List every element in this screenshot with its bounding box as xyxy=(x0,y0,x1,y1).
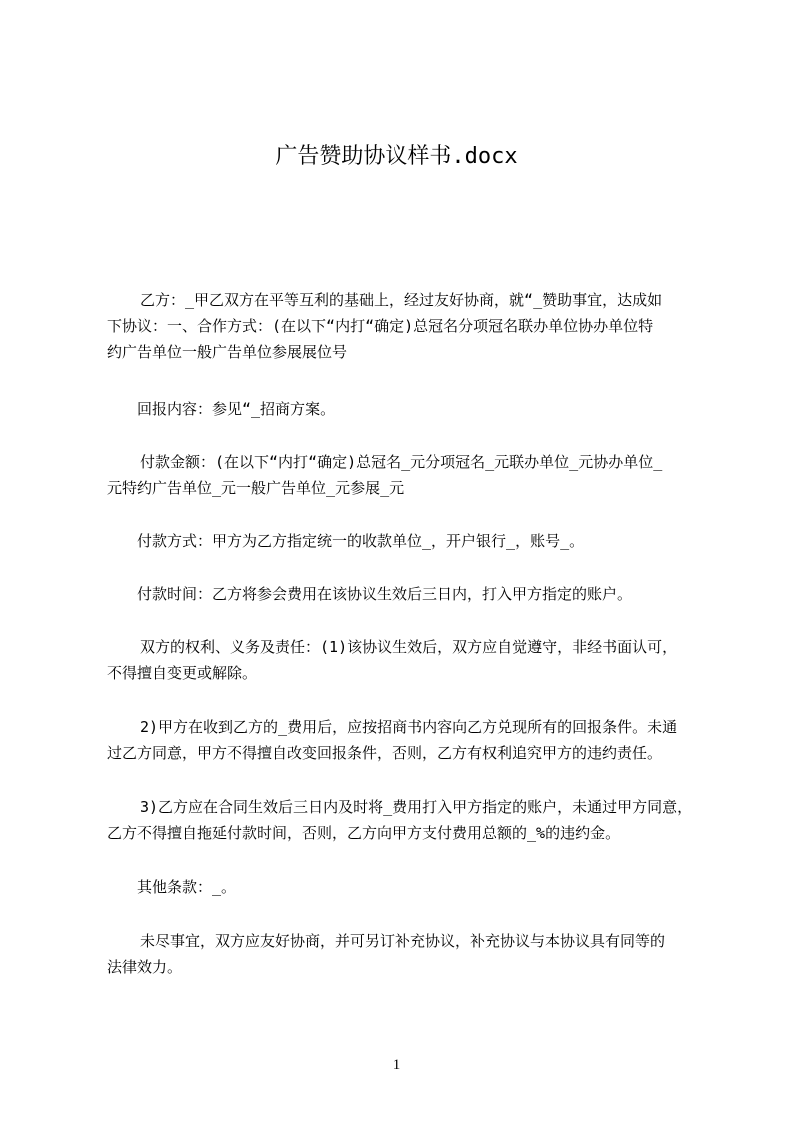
paragraph-clause-2 xyxy=(107,714,677,766)
page-number: 1 xyxy=(392,1057,401,1073)
paragraph-payment-amount xyxy=(107,449,662,501)
paragraph-line: 其他条款：_。 xyxy=(137,878,237,896)
paragraph-line: 付款金额：(在以下“内打“确定)总冠名_元分项冠名_元联办单位_元协办单位_ xyxy=(140,453,663,471)
paragraph-payment-time xyxy=(137,581,632,607)
paragraph-line: 2)甲方在收到乙方的_费用后，应按招商书内容向乙方兑现所有的回报条件。未通 xyxy=(140,718,678,736)
paragraph-line: 回报内容：参见“_招商方案。 xyxy=(137,400,336,418)
paragraph-return-content xyxy=(137,396,335,422)
paragraph-unresolved-matters xyxy=(107,928,665,980)
paragraph-line: 法律效力。 xyxy=(107,958,183,976)
paragraph-line: 约广告单位一般广告单位参展展位号 xyxy=(107,343,348,361)
paragraph-rights-obligations xyxy=(107,634,677,686)
paragraph-payment-method xyxy=(137,528,584,554)
paragraph-line: 过乙方同意，甲方不得擅自改变回报条件，否则，乙方有权利追究甲方的违约责任。 xyxy=(107,744,663,762)
paragraph-line: 未尽事宜，双方应友好协商，并可另订补充协议，补充协议与本协议具有同等的 xyxy=(140,932,666,950)
document-title: 广告赞助协议样书.docx xyxy=(275,144,518,169)
paragraph-clause-3 xyxy=(107,794,692,846)
paragraph-line: 双方的权利、义务及责任：(1)该协议生效后，双方应自觉遵守，非经书面认可， xyxy=(140,638,678,656)
paragraph-line: 乙方：_甲乙双方在平等互利的基础上，经过友好协商，就“_赞助事宜，达成如 xyxy=(140,291,663,309)
paragraph-line: 付款时间：乙方将参会费用在该协议生效后三日内，打入甲方指定的账户。 xyxy=(137,585,633,603)
paragraph-line: 不得擅自变更或解除。 xyxy=(107,664,258,682)
paragraph-line: 元特约广告单位_元一般广告单位_元参展_元 xyxy=(107,479,405,497)
paragraph-other-terms xyxy=(137,874,236,900)
paragraph-line: 付款方式：甲方为乙方指定统一的收款单位_，开户银行_，账号_。 xyxy=(137,532,585,550)
paragraph-line: 下协议：一、合作方式：(在以下“内打“确定)总冠名分项冠名联办单位协办单位特 xyxy=(107,317,654,335)
paragraph-line: 3)乙方应在合同生效后三日内及时将_费用打入甲方指定的账户，未通过甲方同意， xyxy=(140,798,693,816)
paragraph-line: 乙方不得擅自拖延付款时间，否则，乙方向甲方支付费用总额的_%的违约金。 xyxy=(107,824,621,842)
paragraph-party-b xyxy=(107,287,662,365)
